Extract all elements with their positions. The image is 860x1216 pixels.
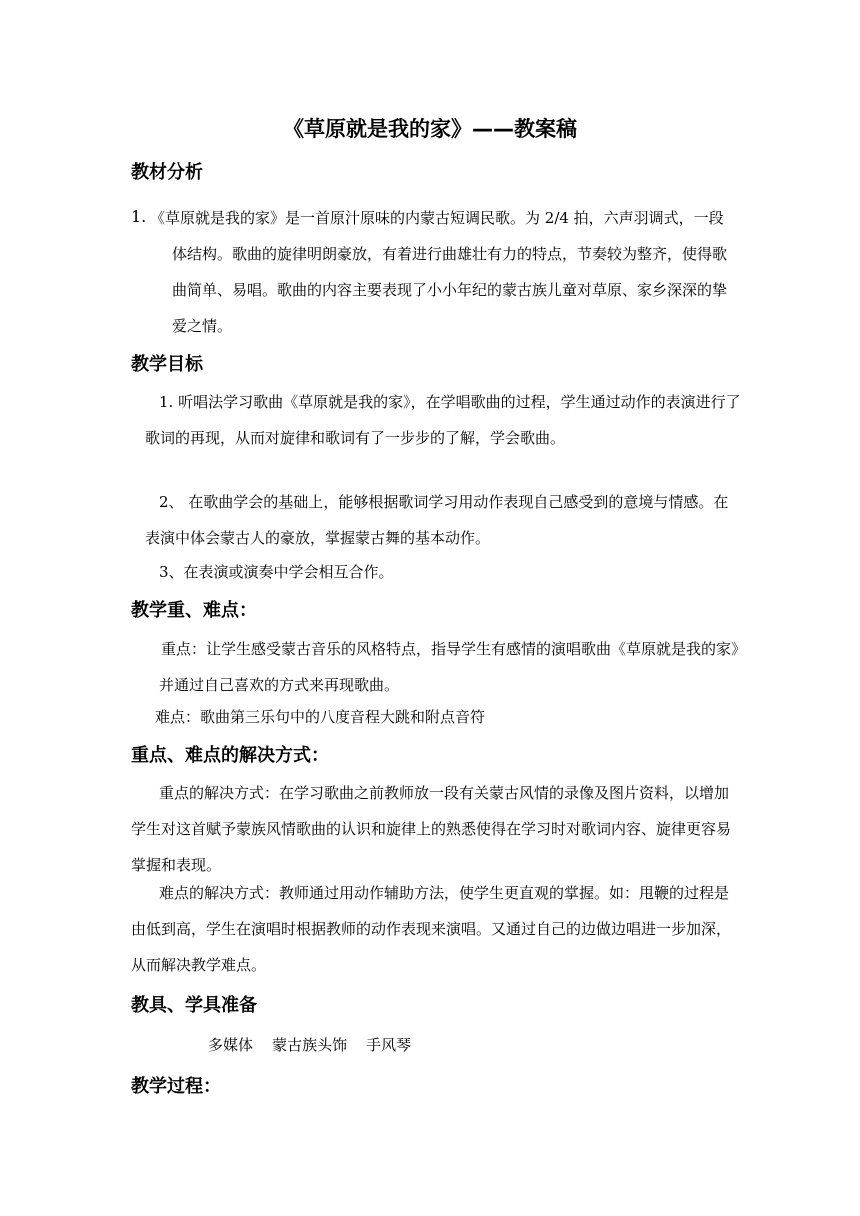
- analysis-item-number: 1.: [131, 207, 147, 226]
- goal-item-2: 2、 在歌曲学会的基础上，能够根据歌词学习用动作表现自己感受到的意境与情感。在表演中体会蒙古人的豪放，掌握蒙古舞的基本动作。: [145, 493, 729, 547]
- section-heading-solutions: 重点、难点的解决方式：: [131, 745, 329, 766]
- difficult-point-text: 难点：歌曲第三乐句中的八度音程大跳和附点音符: [155, 708, 486, 726]
- section-heading-goals: 教学目标: [131, 354, 203, 375]
- document-title: 《草原就是我的家》——教案稿: [283, 117, 577, 141]
- difficult-solution-text: 难点的解决方式：教师通过用动作辅助方法，使学生更直观的掌握。如：甩鞭的过程是由低到高，学生在演唱时根据教师的动作表现来演唱。又通过自己的边做边唱进一步加深，从而解决教学难点。: [131, 884, 732, 974]
- section-heading-analysis: 教材分析: [131, 162, 203, 183]
- goal-item-3: 3、在表演或演奏中学会相互合作。: [159, 563, 394, 581]
- goal-item-1: 1. 听唱法学习歌曲《草原就是我的家》，在学唱歌曲的过程，学生通过动作的表演进行了歌词的再现，从而对旋律和歌词有了一步步的了解，学会歌曲。: [145, 393, 741, 447]
- section-heading-key-points: 教学重、难点：: [131, 600, 257, 621]
- analysis-item-text: 《草原就是我的家》是一首原汁原味的内蒙古短调民歌。为 2/4 拍，六声羽调式，一段体结构。歌曲的旋律明朗豪放，有着进行曲雄壮有力的特点，节奏较为整齐，使得歌曲简单、易唱。歌曲的内容主要表现了小小年纪的蒙古族儿童对草原、家乡深深的挚爱之情。: [150, 209, 728, 335]
- materials-list: 多媒体 蒙古族头饰 手风琴: [208, 1036, 412, 1054]
- section-heading-materials: 教具、学具准备: [131, 995, 257, 1016]
- key-point-text: 重点：让学生感受蒙古音乐的风格特点，指导学生有感情的演唱歌曲《草原就是我的家》并通过自己喜欢的方式来再现歌曲。: [159, 640, 739, 694]
- key-solution-text: 重点的解决方式：在学习歌曲之前教师放一段有关蒙古风情的录像及图片资料，以增加学生对这首赋予蒙族风情歌曲的认识和旋律上的熟悉使得在学习时对歌词内容、旋律更容易掌握和表现。: [131, 784, 732, 874]
- section-heading-process: 教学过程：: [131, 1076, 221, 1097]
